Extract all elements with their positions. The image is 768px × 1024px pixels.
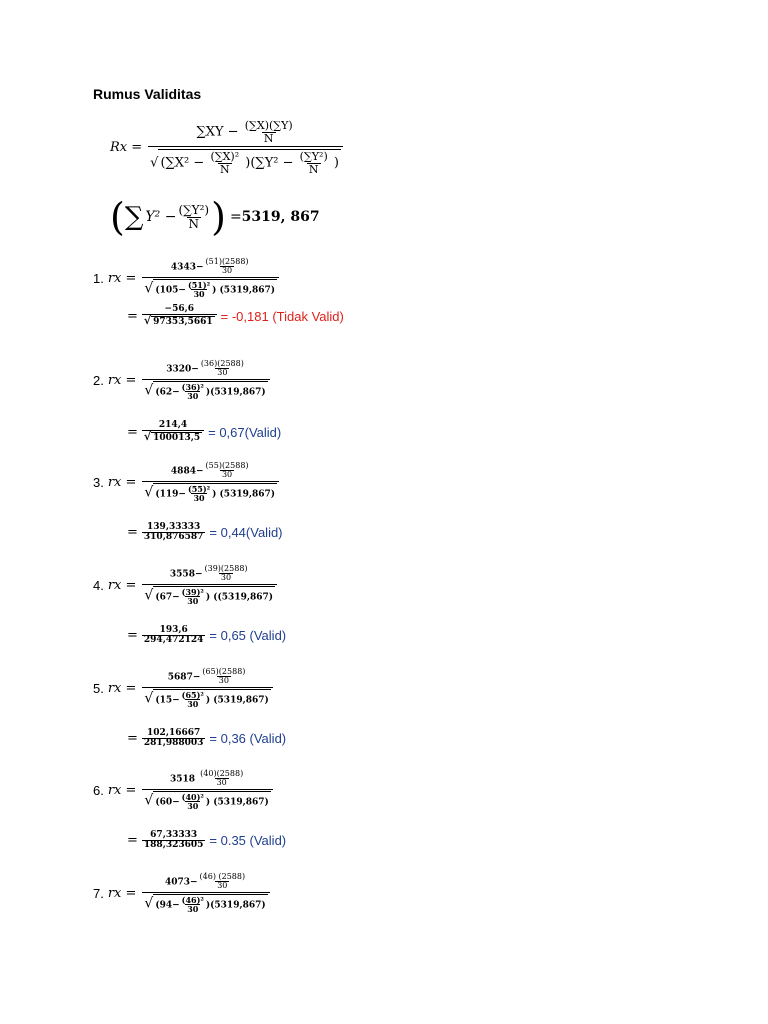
sum-y-frac-top: (∑Y²) [178, 202, 210, 217]
result-denominator-value: 281,988003 [143, 738, 204, 749]
result-fraction [142, 831, 206, 851]
denominator-part2: ) (5319,867) [212, 489, 276, 500]
result-numerator: 67,33333 [150, 830, 198, 840]
sqrt-content [153, 791, 270, 811]
denominator-frac-bottom: 30 [187, 904, 199, 915]
result-row [127, 421, 281, 444]
sum-y-formula: ( ∑ Y² − $\frac{\text{(∑Y²)}}{N}$ ) = 5319, 867 [110, 195, 320, 239]
formula-num-frac-top: (∑X)(∑Y) [244, 119, 293, 132]
numerator-value: 3518 [169, 774, 199, 785]
sqrt-sign: √ [144, 280, 154, 297]
formula-row [93, 770, 273, 811]
result-row [127, 523, 283, 543]
validity-result: = 0,36 (Valid) [209, 731, 287, 747]
validity-result: = -0,181 (Tidak Valid) [220, 308, 344, 324]
result-denominator [142, 738, 206, 748]
denominator-frac-bottom: 30 [187, 699, 199, 710]
result-row [127, 729, 286, 749]
formula-row [93, 360, 270, 401]
denominator-fraction [186, 485, 212, 503]
rx-label: rx = [107, 372, 137, 388]
validity-result: = 0,65 (Valid) [209, 628, 287, 644]
item-number: 7. [93, 885, 104, 901]
numerator-fraction [204, 258, 251, 276]
result-row [127, 626, 286, 646]
validity-result: = 0,44(Valid) [209, 525, 283, 541]
result-row [127, 831, 286, 851]
denominator-frac-top: (51)² [187, 279, 211, 290]
numerator-value: 4343− [170, 262, 204, 273]
numerator-frac-top: (65)(2588) [202, 667, 246, 676]
result-equals: = [127, 731, 138, 747]
denominator-part1: (94− [155, 900, 180, 911]
numerator-value: 3320− [166, 364, 199, 375]
rx-denominator [142, 789, 272, 811]
result-denominator [142, 840, 206, 850]
sqrt-content [153, 279, 277, 299]
formula-row [93, 565, 277, 606]
result-numerator: −56,6 [164, 304, 194, 314]
denominator-frac-top: (46)² [181, 894, 204, 905]
sum-y-equals: = [229, 209, 242, 225]
result-denominator [142, 430, 204, 443]
item-number: 1. [93, 270, 104, 286]
numerator-fraction [198, 873, 248, 891]
rx-fraction [142, 258, 279, 299]
formula-den-frac2-top: (∑Y²) [299, 150, 328, 164]
result-denominator [142, 532, 206, 542]
result-numerator: 214,4 [158, 420, 188, 430]
sum-y-frac-bottom: N [188, 216, 200, 231]
item-number: 4. [93, 577, 104, 593]
numerator-frac-bottom: 30 [220, 573, 232, 583]
result-equals: = [127, 424, 138, 440]
sqrt-sign: √ [144, 792, 154, 809]
formula-den-part2: )(∑Y² − [245, 155, 298, 171]
denominator-fraction [180, 691, 206, 709]
sqrt-content: 97353,5661 [153, 317, 213, 328]
numerator-fraction [200, 668, 247, 686]
rx-denominator [142, 584, 277, 606]
result-equals: = [127, 525, 138, 541]
denominator-part1: (60− [155, 797, 180, 808]
sqrt-sign: √ [144, 895, 154, 912]
numerator-frac-bottom: 30 [217, 881, 228, 891]
rx-fraction [142, 360, 269, 401]
denominator-frac-bottom: 30 [187, 391, 199, 402]
item-number: 5. [93, 680, 104, 696]
numerator-value: 4073− [164, 877, 198, 888]
formula-row [93, 462, 279, 503]
formula-den-part3: ) [333, 155, 339, 171]
sqrt-sign: √ [144, 690, 154, 707]
denominator-fraction [186, 281, 212, 299]
rx-fraction [142, 565, 277, 606]
rx-numerator [163, 873, 249, 892]
denominator-frac-top: (55)² [187, 483, 211, 494]
result-fraction [142, 729, 206, 749]
numerator-value: 4884− [170, 466, 204, 477]
item-number: 6. [93, 782, 104, 798]
result-equals: = [127, 833, 138, 849]
denominator-part2: ) (5319,867) [205, 797, 269, 808]
denominator-fraction [180, 588, 206, 606]
numerator-frac-top: (40)(2588) [200, 769, 244, 778]
denominator-frac-top: (65)² [181, 689, 204, 700]
sqrt-sign: √ [144, 484, 154, 501]
denominator-frac-bottom: 30 [187, 801, 199, 812]
sqrt-content [153, 586, 275, 606]
rx-fraction [142, 873, 269, 914]
formula-den-frac1-bottom: N [219, 162, 230, 176]
denominator-frac-bottom: 30 [193, 289, 205, 300]
result-denominator [142, 635, 206, 645]
result-numerator: 139,33333 [147, 522, 201, 532]
result-fraction [142, 305, 217, 328]
numerator-value: 5687− [167, 672, 201, 683]
formula-num-frac-bottom: N [263, 131, 274, 145]
denominator-frac-top: (40)² [181, 791, 204, 802]
denominator-frac-top: (39)² [181, 586, 204, 597]
item-number: 2. [93, 372, 104, 388]
denominator-part1: (15− [155, 695, 180, 706]
rx-label: rx = [107, 680, 137, 696]
rx-numerator [166, 668, 250, 687]
main-formula [110, 120, 343, 175]
sum-y-value: 5319, 867 [241, 209, 320, 225]
numerator-value: 3558− [169, 569, 203, 580]
result-denominator-value: 294,472124 [143, 635, 204, 646]
rx-denominator [142, 277, 279, 299]
result-equals: = [127, 308, 138, 324]
denominator-fraction [180, 896, 206, 914]
sum-y-expr: Y² − [145, 209, 177, 225]
rx-denominator [142, 892, 269, 914]
numerator-fraction [199, 360, 246, 378]
denominator-part2: )(5319,867) [205, 900, 266, 911]
result-denominator-value: 188,323605 [143, 840, 204, 851]
rx-denominator [142, 687, 272, 709]
numerator-frac-bottom: 30 [216, 778, 227, 788]
numerator-frac-bottom: 30 [221, 266, 233, 276]
item-number: 3. [93, 474, 104, 490]
rx-label: rx = [107, 577, 137, 593]
numerator-frac-bottom: 30 [217, 368, 228, 378]
sigma-symbol: ∑ [124, 202, 144, 232]
formula-row [93, 258, 279, 299]
result-numerator: 102,16667 [147, 728, 201, 738]
result-denominator-value: 310,876587 [143, 532, 204, 543]
sqrt-content [153, 894, 267, 914]
formula-row [93, 873, 270, 914]
rx-denominator [142, 379, 269, 401]
denominator-frac-bottom: 30 [193, 493, 205, 504]
numerator-frac-bottom: 30 [221, 470, 233, 480]
rx-fraction [142, 770, 272, 811]
denominator-part2: ) ((5319,867) [205, 592, 274, 603]
formula-fraction: ∑XY − $\frac{(\sum X)(\sum Y)}{N}$ √ (∑X² − $\frac{\text{(∑X)²}}{N}$ )(∑Y² − $\frac{\text{(∑Y²)}}{N}$ ) [148, 120, 343, 175]
denominator-part1: (67− [155, 592, 180, 603]
rx-numerator [168, 565, 252, 584]
formula-den-part1: (∑X² − [160, 155, 209, 171]
result-fraction [142, 523, 206, 543]
rx-numerator [164, 360, 248, 379]
denominator-part2: ) (5319,867) [205, 695, 269, 706]
sqrt-content [153, 483, 277, 503]
formula-den-frac1-top: (∑X)² [210, 150, 240, 164]
result-fraction [142, 626, 206, 646]
denominator-part1: (105− [155, 285, 186, 296]
numerator-frac-top: (55)(2588) [205, 461, 249, 470]
rx-numerator [168, 770, 247, 789]
numerator-fraction [198, 770, 245, 788]
denominator-fraction [180, 793, 206, 811]
formula-den-frac2-bottom: N [308, 162, 319, 176]
numerator-frac-bottom: 30 [218, 676, 229, 686]
result-denominator [142, 314, 217, 327]
denominator-frac-bottom: 30 [187, 596, 199, 607]
rx-label: rx = [107, 270, 137, 286]
sqrt-sign: √ [144, 587, 154, 604]
numerator-fraction [204, 462, 251, 480]
sqrt-sign: √ [144, 382, 154, 399]
result-fraction [142, 421, 204, 444]
denominator-frac-top: (36)² [181, 381, 204, 392]
denominator-part2: ) (5319,867) [212, 285, 276, 296]
rx-label: rx = [107, 782, 137, 798]
rx-numerator [169, 462, 253, 481]
result-equals: = [127, 628, 138, 644]
denominator-part1: (62− [155, 387, 180, 398]
rx-label: rx = [107, 885, 137, 901]
sqrt-sign: √ [143, 430, 152, 444]
rx-numerator [169, 258, 253, 277]
denominator-part2: )(5319,867) [205, 387, 266, 398]
sqrt-content [153, 381, 267, 401]
numerator-frac-top: (46) (2588) [199, 872, 246, 881]
numerator-frac-top: (36)(2588) [200, 359, 244, 368]
rx-denominator [142, 481, 279, 503]
sqrt-content: 100013,5 [153, 433, 201, 444]
rx-label: rx = [107, 474, 137, 490]
numerator-frac-top: (51)(2588) [205, 257, 249, 266]
denominator-part1: (119− [155, 489, 186, 500]
sqrt-content [153, 689, 270, 709]
numerator-frac-top: (39)(2588) [204, 564, 248, 573]
page-title: Rumus Validitas [93, 86, 202, 102]
formula-numerator: ∑XY − [196, 124, 243, 140]
rx-fraction [142, 668, 272, 709]
validity-result: = 0,67(Valid) [208, 424, 282, 440]
formula-row [93, 668, 273, 709]
rx-fraction [142, 462, 279, 503]
formula-lhs: Rx = [110, 140, 143, 156]
numerator-fraction [203, 565, 250, 583]
result-row [127, 305, 344, 328]
validity-result: = 0.35 (Valid) [209, 833, 287, 849]
denominator-fraction [180, 383, 206, 401]
result-numerator: 193,6 [159, 625, 188, 635]
sqrt-sign: √ [143, 314, 152, 328]
